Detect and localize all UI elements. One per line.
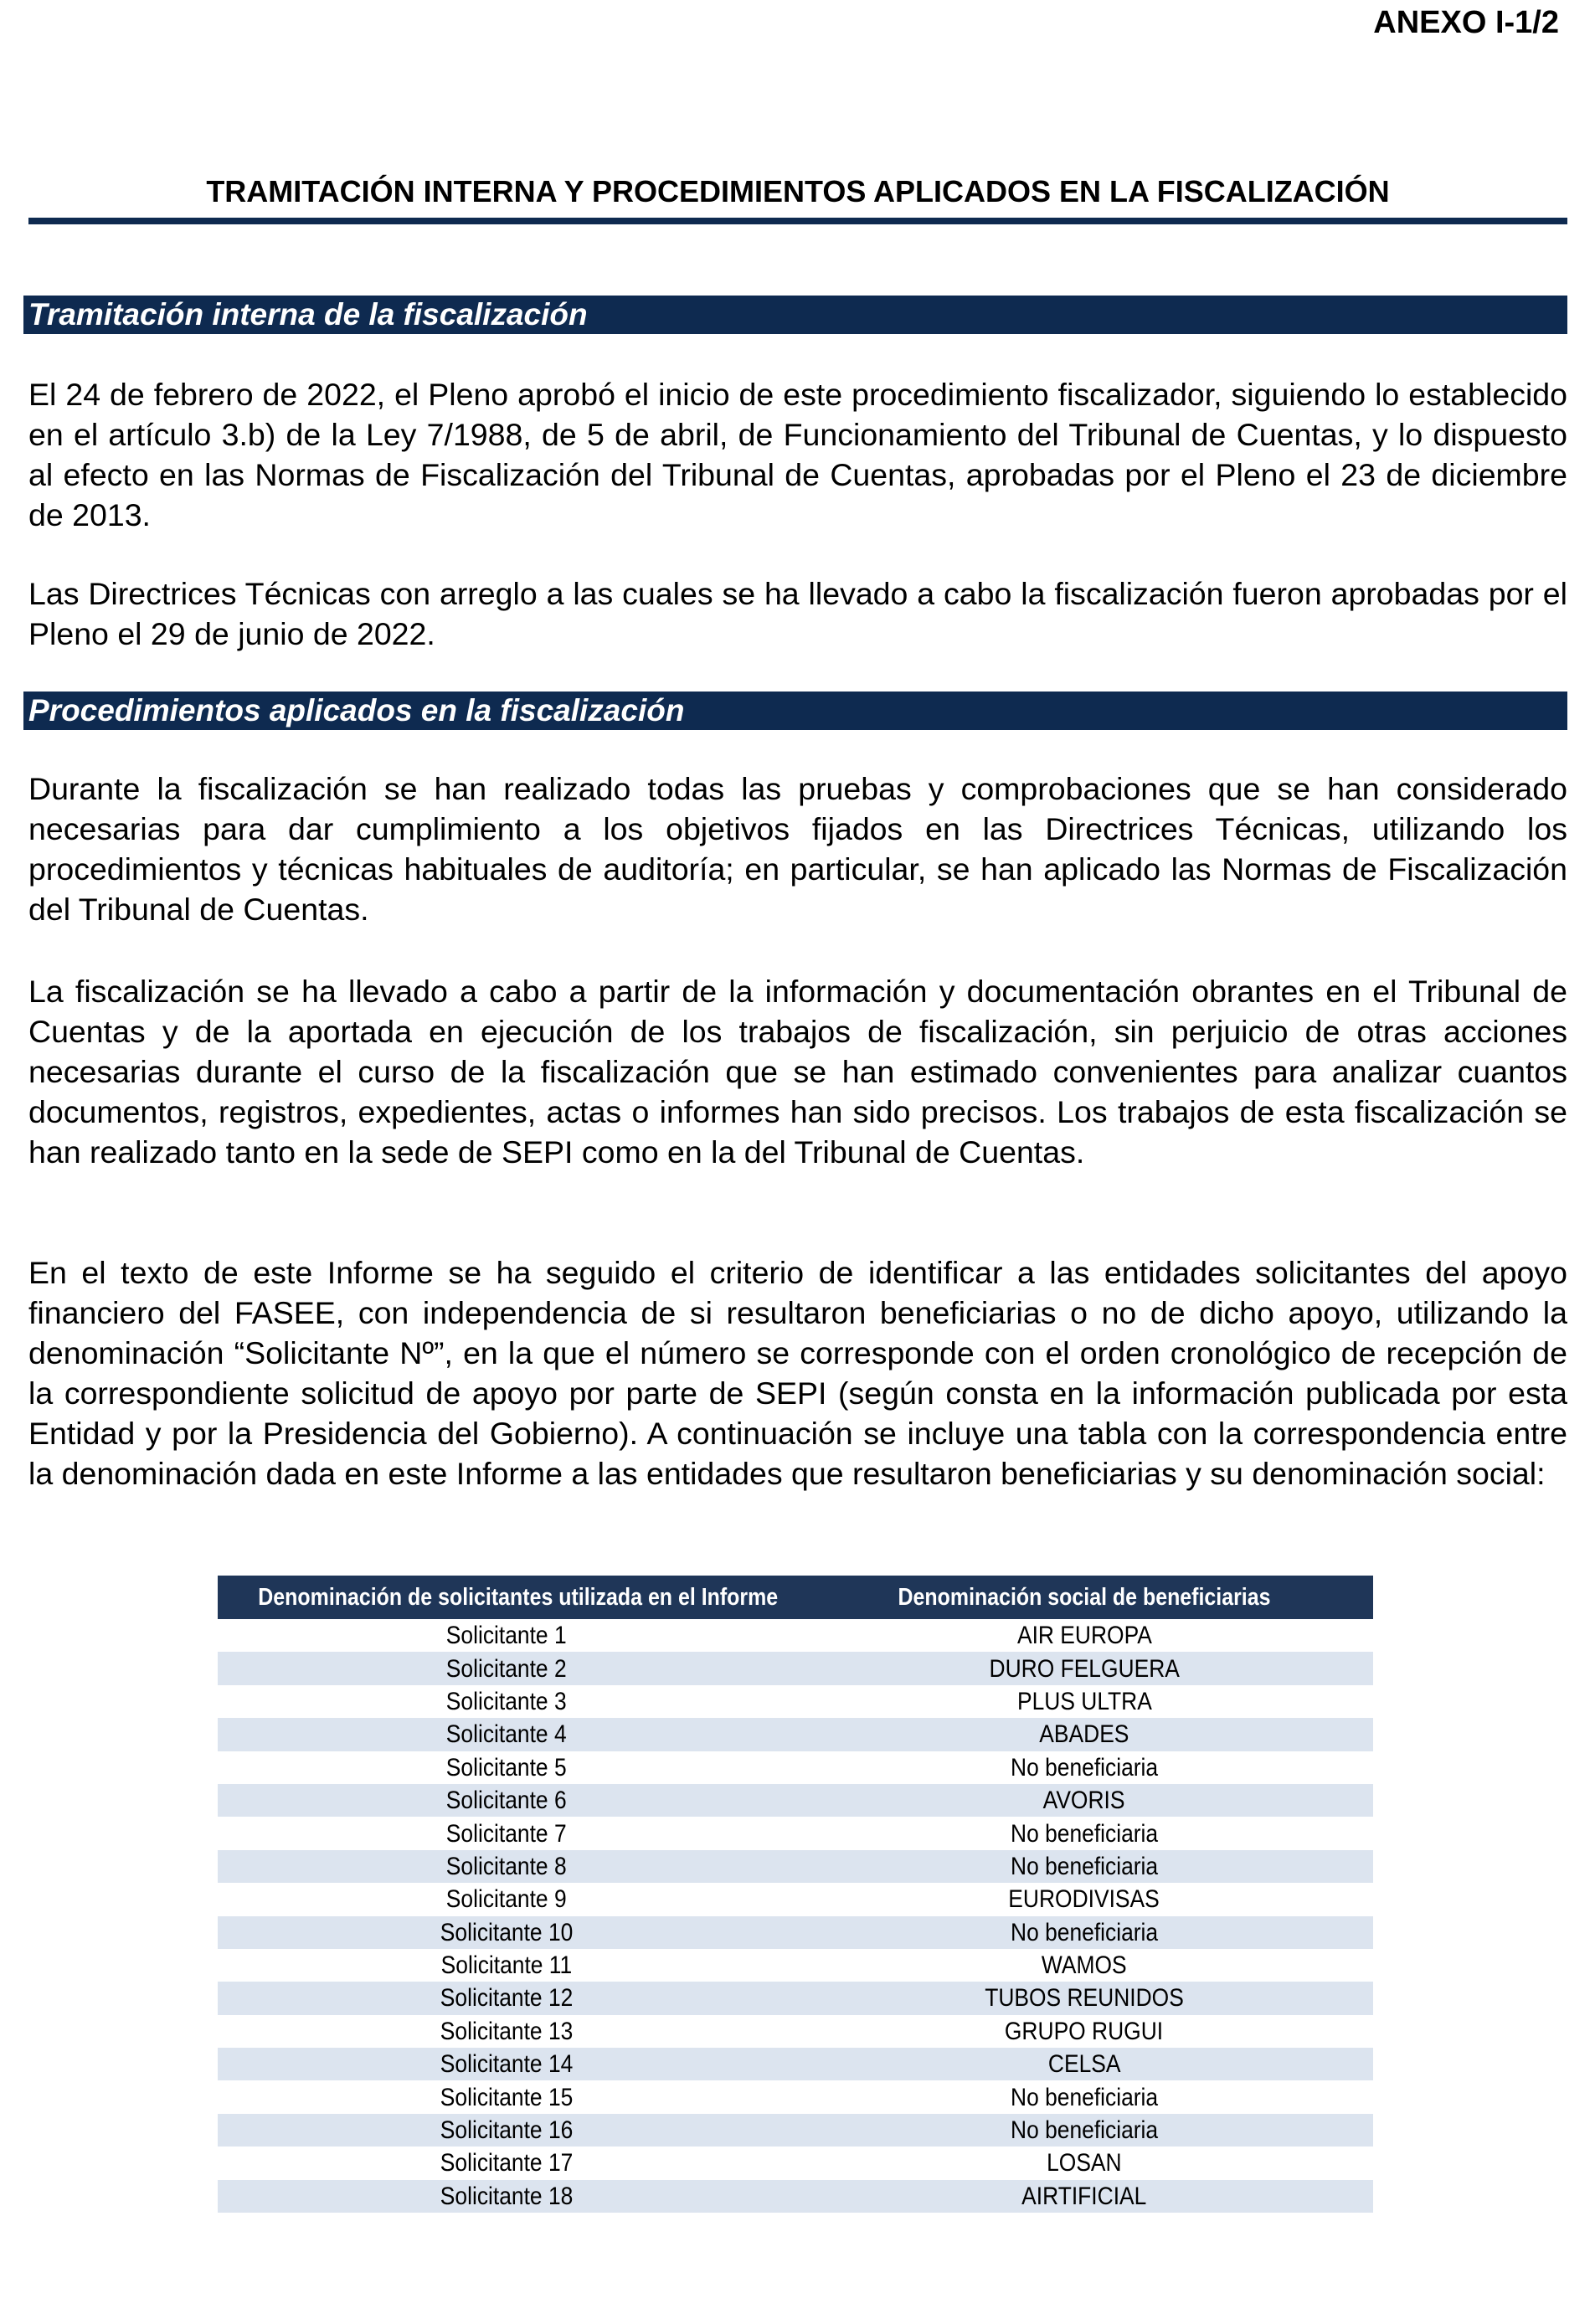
cell-text: CELSA xyxy=(1047,2050,1121,2079)
cell-text: No beneficiaria xyxy=(1010,2083,1159,2111)
cell-text: Solicitante 10 xyxy=(440,1918,574,1946)
table-row xyxy=(218,2080,1373,2113)
cell-beneficiaria xyxy=(795,1949,1373,1982)
paragraph: En el texto de este Informe se ha seguido el criterio de identificar a las entidades solicitantes del apoyo financiero del FASEE, con independencia de si resultaron beneficiarias o no de dicho apoyo, utilizando la denominación “Solicitante Nº”, en la que el número se corresponde con el orden cronológico de recepción de la correspondiente solicitud de apoyo por parte de SEPI (según consta en la información publicada por esta Entidad y por la Presidencia del Gobierno). A continuación se incluye una tabla con la correspondencia entre la denominación dada en este Informe a las entidades que resultaron beneficiarias y su denominación social: xyxy=(28,1255,1567,1491)
cell-solicitante xyxy=(218,2147,795,2179)
cell-solicitante xyxy=(218,2080,795,2113)
table-row xyxy=(218,1982,1373,2014)
cell-beneficiaria xyxy=(795,1652,1373,1684)
cell-solicitante xyxy=(218,1784,795,1817)
cell-solicitante xyxy=(218,1652,795,1684)
cell-text: Solicitante 6 xyxy=(446,1787,567,1815)
cell-text: Solicitante 1 xyxy=(446,1622,567,1650)
cell-solicitante xyxy=(218,1685,795,1718)
cell-text: No beneficiaria xyxy=(1010,1852,1159,1880)
cell-solicitante xyxy=(218,2180,795,2213)
title-underline xyxy=(28,218,1567,224)
cell-solicitante xyxy=(218,1916,795,1949)
cell-solicitante xyxy=(218,1949,795,1982)
cell-beneficiaria xyxy=(795,1916,1373,1949)
cell-beneficiaria xyxy=(795,1619,1373,1652)
cell-text: GRUPO RUGUI xyxy=(1005,2017,1164,2045)
table-row xyxy=(218,1817,1373,1849)
cell-text: No beneficiaria xyxy=(1010,1918,1159,1946)
cell-text: Solicitante 11 xyxy=(440,1951,573,1980)
cell-solicitante xyxy=(218,1883,795,1915)
page-title: TRAMITACIÓN INTERNA Y PROCEDIMIENTOS APLICADOS EN LA FISCALIZACIÓN xyxy=(206,174,1390,208)
cell-beneficiaria xyxy=(795,1718,1373,1751)
cell-beneficiaria xyxy=(795,1883,1373,1915)
cell-beneficiaria xyxy=(795,1982,1373,2014)
annex-label: ANEXO I-1/2 xyxy=(1373,5,1559,40)
paragraph: El 24 de febrero de 2022, el Pleno aprobó el inicio de este procedimiento fiscalizador, siguiendo lo establecido en el artículo 3.b) de la Ley 7/1988, de 5 de abril, de Funcionamiento del Tribunal de Cuentas, y lo dispuesto al efecto en las Normas de Fiscalización del Tribunal de Cuentas, aprobadas por el Pleno el 23 de diciembre de 2013. xyxy=(28,377,1567,532)
paragraph: La fiscalización se ha llevado a cabo a partir de la información y documentación obrantes en el Tribunal de Cuentas y de la aportada en ejecución de los trabajos de fiscalización, sin perjuicio de otras acciones necesarias durante el curso de la fiscalización que se han estimado convenientes para analizar cuantos documentos, registros, expedientes, actas o informes han sido precisos. Los trabajos de esta fiscalización se han realizado tanto en la sede de SEPI como en la del Tribunal de Cuentas. xyxy=(28,974,1567,1170)
cell-text: AIRTIFICIAL xyxy=(1021,2182,1147,2210)
cell-beneficiaria xyxy=(795,2114,1373,2147)
cell-beneficiaria xyxy=(795,1685,1373,1718)
table-row xyxy=(218,1784,1373,1817)
cell-text: PLUS ULTRA xyxy=(1016,1687,1152,1715)
cell-text: Solicitante 5 xyxy=(446,1753,567,1782)
cell-solicitante xyxy=(218,1718,795,1751)
cell-text: Solicitante 13 xyxy=(440,2017,574,2045)
table-body xyxy=(218,1619,1373,2213)
cell-text: No beneficiaria xyxy=(1010,2116,1159,2145)
cell-text: Solicitante 4 xyxy=(446,1720,567,1749)
cell-text: Solicitante 15 xyxy=(440,2083,574,2111)
table-header-row xyxy=(218,1576,1373,1619)
cell-beneficiaria xyxy=(795,2015,1373,2048)
cell-text: Solicitante 17 xyxy=(440,2149,574,2177)
section-heading-tramitacion: Tramitación interna de la fiscalización xyxy=(23,296,1567,334)
cell-text: WAMOS xyxy=(1042,1951,1127,1980)
cell-solicitante xyxy=(218,2048,795,2080)
table-row xyxy=(218,2114,1373,2147)
cell-beneficiaria xyxy=(795,2080,1373,2113)
table-row xyxy=(218,1619,1373,1652)
cell-beneficiaria xyxy=(795,1784,1373,1817)
section-heading-procedimientos: Procedimientos aplicados en la fiscalización xyxy=(23,692,1567,730)
table-row xyxy=(218,1652,1373,1684)
table-row xyxy=(218,1751,1373,1784)
cell-beneficiaria xyxy=(795,2048,1373,2080)
cell-text: Solicitante 2 xyxy=(446,1654,567,1683)
cell-text: No beneficiaria xyxy=(1010,1819,1159,1848)
cell-beneficiaria xyxy=(795,2147,1373,2179)
cell-text: Solicitante 12 xyxy=(440,1984,574,2013)
cell-text: DURO FELGUERA xyxy=(989,1654,1180,1683)
cell-text: AIR EUROPA xyxy=(1016,1622,1152,1650)
cell-text: Solicitante 18 xyxy=(440,2182,574,2210)
cell-beneficiaria xyxy=(795,1850,1373,1883)
cell-text: No beneficiaria xyxy=(1010,1753,1159,1782)
cell-text: Solicitante 7 xyxy=(446,1819,567,1848)
cell-solicitante xyxy=(218,1982,795,2014)
table-row xyxy=(218,1718,1373,1751)
beneficiaries-table-wrapper xyxy=(218,1576,1373,2213)
column-header-beneficiaria: Denominación social de beneficiarias xyxy=(836,1576,1332,1619)
cell-solicitante xyxy=(218,1850,795,1883)
cell-solicitante xyxy=(218,1619,795,1652)
cell-text: AVORIS xyxy=(1043,1787,1125,1815)
cell-text: ABADES xyxy=(1039,1720,1129,1749)
cell-text: Solicitante 3 xyxy=(446,1687,567,1715)
table-row xyxy=(218,1685,1373,1718)
cell-solicitante xyxy=(218,2015,795,2048)
cell-solicitante xyxy=(218,1751,795,1784)
cell-text: Solicitante 9 xyxy=(446,1885,567,1914)
table-row xyxy=(218,1949,1373,1982)
paragraph: Las Directrices Técnicas con arreglo a las cuales se ha llevado a cabo la fiscalización fueron aprobadas por el Pleno el 29 de junio de 2022. xyxy=(28,576,1567,651)
cell-text: LOSAN xyxy=(1047,2149,1122,2177)
beneficiaries-table xyxy=(218,1576,1373,2213)
cell-beneficiaria xyxy=(795,2180,1373,2213)
table-row xyxy=(218,1883,1373,1915)
table-row xyxy=(218,2180,1373,2213)
cell-text: TUBOS REUNIDOS xyxy=(985,1984,1184,2013)
column-header-solicitante: Denominación de solicitantes utilizada en el Informe xyxy=(258,1576,754,1619)
cell-solicitante xyxy=(218,1817,795,1849)
cell-text: Solicitante 16 xyxy=(440,2116,574,2145)
table-row xyxy=(218,2015,1373,2048)
cell-text: Solicitante 14 xyxy=(440,2050,574,2079)
table-row xyxy=(218,2147,1373,2179)
table-row xyxy=(218,1850,1373,1883)
cell-text: EURODIVISAS xyxy=(1008,1885,1160,1914)
table-row xyxy=(218,1916,1373,1949)
cell-beneficiaria xyxy=(795,1751,1373,1784)
cell-beneficiaria xyxy=(795,1817,1373,1849)
table-row xyxy=(218,2048,1373,2080)
cell-solicitante xyxy=(218,2114,795,2147)
cell-text: Solicitante 8 xyxy=(446,1852,567,1880)
paragraph: Durante la fiscalización se han realizado todas las pruebas y comprobaciones que se han considerado necesarias para dar cumplimiento a los objetivos fijados en las Directrices Técnicas, utilizando los procedimientos y técnicas habituales de auditoría; en particular, se han aplicado las Normas de Fiscalización del Tribunal de Cuentas. xyxy=(28,771,1567,927)
